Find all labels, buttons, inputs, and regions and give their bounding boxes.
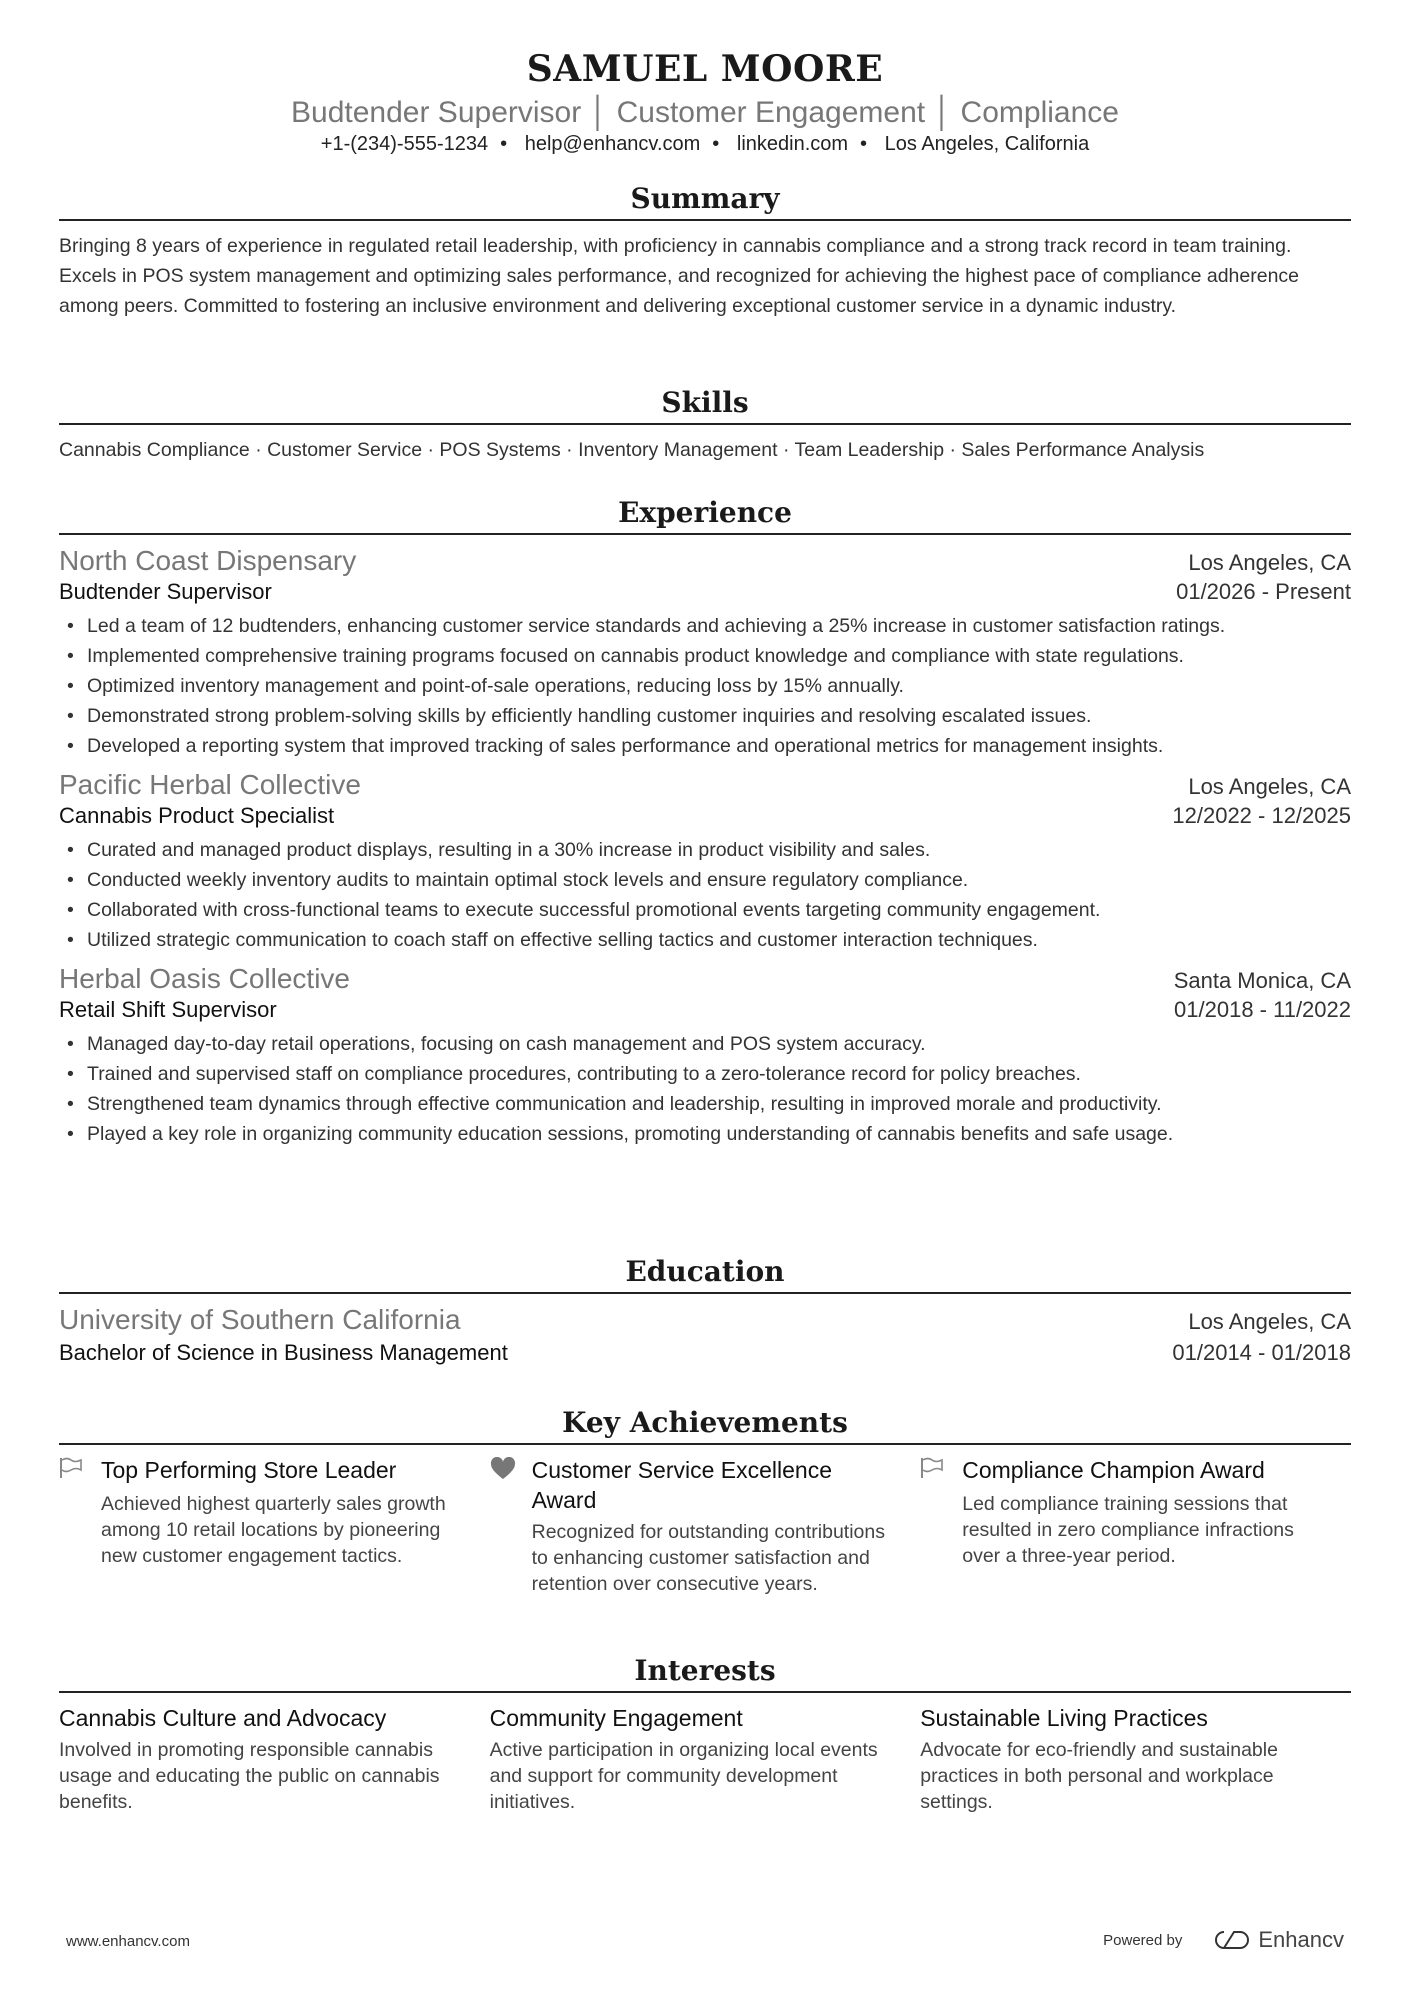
interest-item <box>920 1703 1351 1815</box>
achievement-desc: Recognized for outstanding contributions to enhancing customer satisfaction and retention over consecutive years. <box>531 1521 885 1595</box>
powered-by-label: Powered by <box>1103 1931 1183 1949</box>
job-dates: 01/2026 - Present <box>1176 579 1351 604</box>
achievement-item <box>920 1455 1351 1597</box>
job-bullets <box>59 611 1351 761</box>
email-link[interactable]: help@enhancv.com <box>524 133 701 155</box>
interests-section <box>59 1655 1351 1815</box>
job-bullet: • Developed a reporting system that improved tracking of sales performance and operational metrics for management insights. <box>59 731 1351 761</box>
section-heading: Experience <box>59 497 1351 535</box>
section-heading: Key Achievements <box>59 1407 1351 1445</box>
job-bullet: • Optimized inventory management and point-of-sale operations, reducing loss by 15% annually. <box>59 671 1351 701</box>
heart-icon <box>490 1457 520 1489</box>
job-location: Los Angeles, CA <box>1188 550 1351 575</box>
interest-item <box>490 1703 921 1815</box>
candidate-name: SAMUEL MOORE <box>526 48 884 90</box>
section-heading: Summary <box>59 183 1351 221</box>
job-bullet: • Led a team of 12 budtenders, enhancing customer service standards and achieving a 25% increase in customer satisfaction ratings. <box>59 611 1351 641</box>
achievement-title: Compliance Champion Award <box>962 1457 1265 1483</box>
interest-desc: Advocate for eco-friendly and sustainable practices in both personal and workplace settings. <box>920 1739 1278 1813</box>
summary-text: Bringing 8 years of experience in regulated retail leadership, with proficiency in cannabis compliance and a strong track record in team training. Excels in POS system management and optimizing sales performance, and recognized for achieving the highest pace of compliance adherence among peers. Committed to fostering an inclusive environment and delivering exceptional customer service in a dynamic industry. <box>59 235 1300 317</box>
section-heading: Skills <box>59 387 1351 425</box>
flag-icon <box>59 1457 89 1487</box>
interest-desc: Involved in promoting responsible cannabis usage and educating the public on cannabis benefits. <box>59 1739 440 1813</box>
degree: Bachelor of Science in Business Management <box>59 1340 508 1365</box>
job-bullet: • Trained and supervised staff on compliance procedures, contributing to a zero-tolerance record for policy breaches. <box>59 1059 1351 1089</box>
job-bullet: • Utilized strategic communication to coach staff on effective selling tactics and customer interaction techniques. <box>59 925 1351 955</box>
interest-item <box>59 1703 490 1815</box>
achievement-item <box>490 1455 921 1597</box>
enhancv-logo-icon <box>1210 1928 1250 1952</box>
job-location: Los Angeles, CA <box>1188 774 1351 799</box>
school-name: University of Southern California <box>59 1304 461 1335</box>
achievement-title: Customer Service Excellence Award <box>531 1457 833 1513</box>
job-bullet: • Curated and managed product displays, resulting in a 30% increase in product visibility and sales. <box>59 835 1351 865</box>
skills-section <box>59 387 1351 465</box>
job-bullets <box>59 835 1351 955</box>
enhancv-brand: Enhancv <box>1258 1927 1344 1952</box>
section-heading: Education <box>59 1256 1351 1294</box>
education-dates: 01/2014 - 01/2018 <box>1172 1340 1351 1365</box>
flag-icon <box>920 1457 950 1487</box>
footer-website[interactable]: www.enhancv.com <box>66 1933 190 1950</box>
job-bullets <box>59 1029 1351 1149</box>
job-entry <box>59 963 1351 1149</box>
job-entry <box>59 545 1351 761</box>
skills-list: Cannabis Compliance · Customer Service · POS Systems · Inventory Management · Team Leadership · Sales Performance Analysis <box>59 439 1205 461</box>
location: Los Angeles, California <box>884 133 1090 155</box>
job-bullet: • Demonstrated strong problem-solving skills by efficiently handling customer inquiries and resolving escalated issues. <box>59 701 1351 731</box>
job-location: Santa Monica, CA <box>1173 968 1351 993</box>
achievements-section <box>59 1407 1351 1597</box>
company-name: Herbal Oasis Collective <box>59 963 350 994</box>
achievement-item <box>59 1455 490 1597</box>
summary-section <box>59 183 1351 321</box>
job-role: Retail Shift Supervisor <box>59 997 277 1022</box>
job-dates: 01/2018 - 11/2022 <box>1174 997 1351 1022</box>
interest-title: Community Engagement <box>489 1705 743 1731</box>
job-bullet: • Implemented comprehensive training programs focused on cannabis product knowledge and compliance with state regulations. <box>59 641 1351 671</box>
job-entry <box>59 769 1351 955</box>
job-bullet: • Strengthened team dynamics through effective communication and leadership, resulting in improved morale and productivity. <box>59 1089 1351 1119</box>
experience-section <box>59 497 1351 1157</box>
job-bullet: • Managed day-to-day retail operations, focusing on cash management and POS system accuracy. <box>59 1029 1351 1059</box>
job-role: Budtender Supervisor <box>59 579 272 604</box>
enhancv-logo[interactable] <box>1210 1927 1344 1953</box>
section-heading: Interests <box>59 1655 1351 1693</box>
interest-title: Sustainable Living Practices <box>920 1705 1208 1731</box>
candidate-title: Budtender Supervisor │ Customer Engagement │ Compliance <box>291 96 1119 129</box>
education-section <box>59 1256 1351 1366</box>
interest-desc: Active participation in organizing local events and support for community development initiatives. <box>489 1739 878 1813</box>
achievement-title: Top Performing Store Leader <box>101 1457 397 1483</box>
phone: +1-(234)-555-1234 <box>320 133 489 155</box>
achievement-desc: Achieved highest quarterly sales growth among 10 retail locations by pioneering new customer engagement tactics. <box>101 1493 446 1567</box>
interest-title: Cannabis Culture and Advocacy <box>59 1705 387 1731</box>
job-role: Cannabis Product Specialist <box>59 803 335 828</box>
job-dates: 12/2022 - 12/2025 <box>1172 803 1351 828</box>
company-name: Pacific Herbal Collective <box>59 769 361 800</box>
achievement-desc: Led compliance training sessions that resulted in zero compliance infractions over a three-year period. <box>962 1493 1294 1567</box>
job-bullet: • Played a key role in organizing community education sessions, promoting understanding of cannabis benefits and safe usage. <box>59 1119 1351 1149</box>
job-bullet: • Collaborated with cross-functional teams to execute successful promotional events targeting community engagement. <box>59 895 1351 925</box>
school-location: Los Angeles, CA <box>1188 1309 1351 1334</box>
company-name: North Coast Dispensary <box>59 545 357 576</box>
footer-branding <box>1103 1927 1344 1953</box>
contact-line: +1-(234)-555-1234 • help@enhancv.com • linkedin.com • Los Angeles, California <box>320 133 1090 155</box>
linkedin-link[interactable]: linkedin.com <box>736 133 849 155</box>
job-bullet: • Conducted weekly inventory audits to maintain optimal stock levels and ensure regulatory compliance. <box>59 865 1351 895</box>
